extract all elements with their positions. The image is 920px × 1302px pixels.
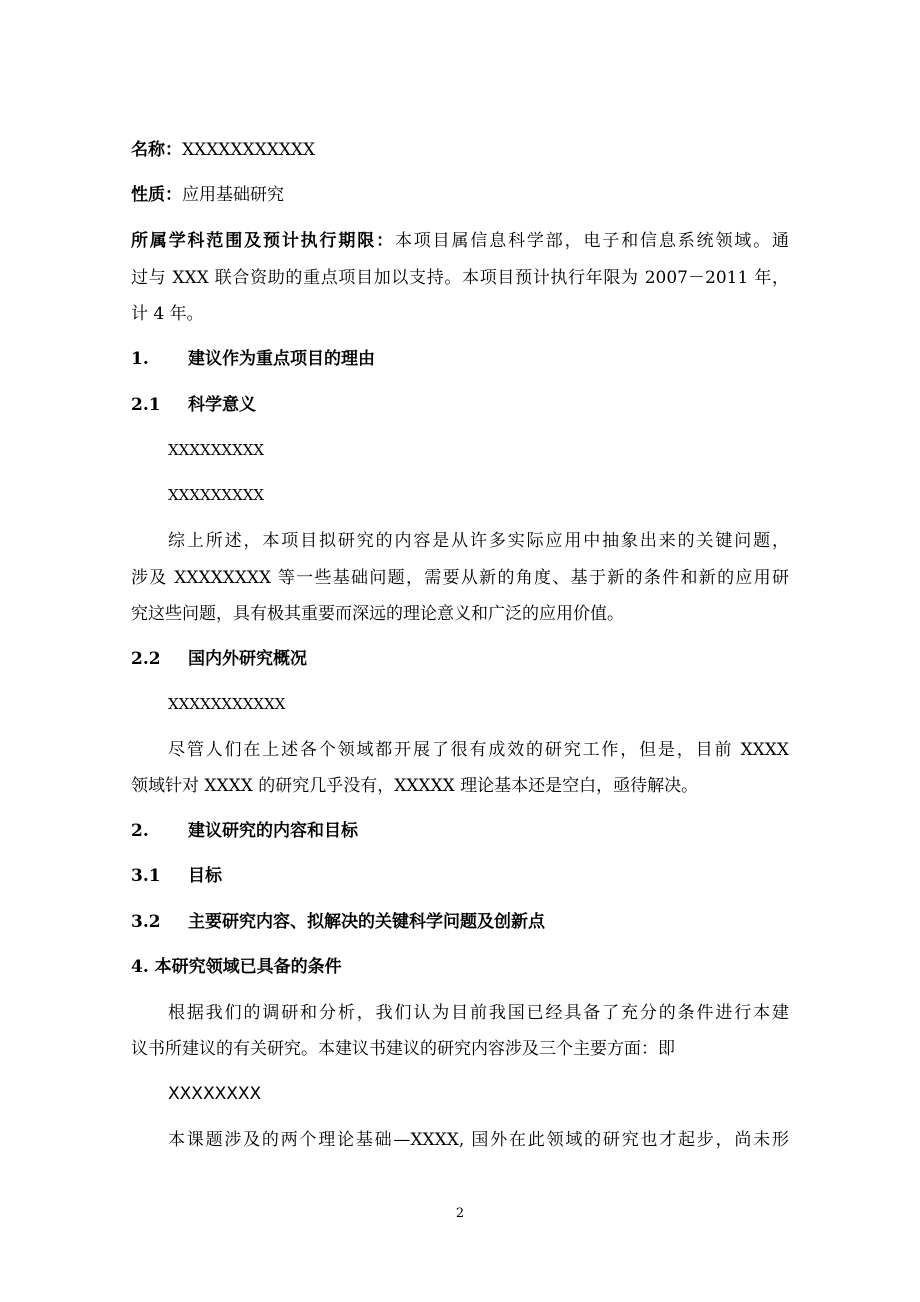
heading-3-1-number: 3.1 — [131, 866, 161, 886]
paragraph-line: 议书所建议的有关研究。本建议书建议的研究内容涉及三个主要方面：即 — [131, 1039, 675, 1059]
scope-text-1: 本项目属信息科学部，电子和信息系统领域。通 — [394, 231, 790, 251]
heading-3-2-number: 3.2 — [131, 912, 161, 932]
scope-line-1 — [131, 229, 789, 253]
heading-2-1-title: 科学意义 — [188, 395, 256, 415]
paragraph-line: 领域针对 XXXX 的研究几乎没有，XXXXX 理论基本还是空白，亟待解决。 — [131, 776, 699, 796]
name-label: 名称： — [131, 140, 182, 160]
heading-3-2-title: 主要研究内容、拟解决的关键科学问题及创新点 — [188, 912, 545, 932]
nature-field — [131, 183, 284, 207]
heading-2-number: 2. — [131, 821, 149, 841]
name-value: XXXXXXXXXXX — [182, 140, 316, 160]
nature-label: 性质： — [131, 185, 182, 205]
name-field — [131, 138, 315, 162]
placeholder-text: XXXXXXXXXXX — [168, 695, 286, 713]
placeholder-text: XXXXXXXXX — [168, 441, 265, 459]
heading-3-1-title: 目标 — [188, 866, 222, 886]
heading-1-title: 建议作为重点项目的理由 — [188, 349, 375, 369]
nature-value: 应用基础研究 — [182, 185, 284, 205]
heading-2-title: 建议研究的内容和目标 — [188, 821, 358, 841]
heading-2 — [131, 819, 358, 843]
heading-1-number: 1. — [131, 349, 149, 369]
scope-label: 所属学科范围及预计执行期限： — [131, 231, 395, 251]
paragraph-line: 根据我们的调研和分析，我们认为目前我国已经具备了充分的条件进行本建 — [168, 1003, 789, 1023]
heading-2-2-number: 2.2 — [131, 649, 161, 669]
scope-line-3: 计 4 年。 — [131, 304, 204, 324]
heading-3-2 — [131, 910, 545, 934]
heading-2-2-title: 国内外研究概况 — [188, 649, 307, 669]
heading-2-1-number: 2.1 — [131, 395, 161, 415]
heading-3-1 — [131, 864, 222, 888]
paragraph-line: 综上所述，本项目拟研究的内容是从许多实际应用中抽象出来的关键问题， — [168, 531, 789, 551]
placeholder-text: XXXXXXXX — [168, 1084, 262, 1104]
paragraph-line: 涉及 XXXXXXXX 等一些基础问题，需要从新的角度、基于新的条件和新的应用研 — [131, 568, 789, 588]
heading-2-2 — [131, 647, 307, 671]
paragraph-line: 究这些问题，具有极其重要而深远的理论意义和广泛的应用价值。 — [131, 604, 624, 624]
heading-2-1 — [131, 393, 256, 417]
paragraph-line: 尽管人们在上述各个领域都开展了很有成效的研究工作，但是，目前 XXXX — [168, 740, 789, 760]
paragraph-line: 本课题涉及的两个理论基础—XXXX, 国外在此领域的研究也才起步，尚未形 — [168, 1130, 789, 1150]
scope-line-2: 过与 XXX 联合资助的重点项目加以支持。本项目预计执行年限为 2007－2011 年， — [131, 268, 789, 288]
placeholder-text: XXXXXXXXX — [168, 486, 265, 504]
heading-1 — [131, 347, 375, 371]
heading-4: 4. 本研究领域已具备的条件 — [131, 957, 342, 977]
page-number: 2 — [455, 1206, 465, 1221]
